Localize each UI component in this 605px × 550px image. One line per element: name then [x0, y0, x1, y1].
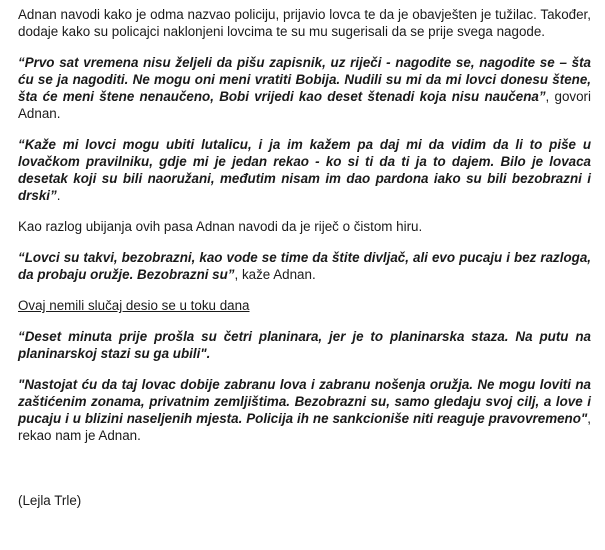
attribution-text: , rekao nam je Adnan. — [18, 411, 591, 443]
quote-text: “Kaže mi lovci mogu ubiti lutalicu, i ja im kažem pa daj mi da vidim da li to piše u lovačkom pravilniku, gdje mi je jedan rekao - ko si ti da ti ja to dajem. Bilo je lovaca desetak koji su bili naoružani, međutim nisam im dao pardona iako su bili bezobrazni i drski” — [18, 137, 591, 203]
paragraph-quote-rude — [18, 249, 591, 283]
paragraph-subheading: Ovaj nemili slučaj desio se u toku dana — [18, 298, 250, 313]
attribution-text: . — [56, 188, 61, 203]
paragraph-quote-hikers: “Deset minuta prije prošla su četri planinara, jer je to planinarska staza. Na putu na planinarskoj stazi su ga ubili". — [18, 329, 591, 361]
paragraph-quote-hunters — [18, 136, 591, 204]
attribution-text: , govori Adnan. — [18, 89, 591, 121]
quote-text: "Nastojat ću da taj lovac dobije zabranu lova i zabranu nošenja oružja. Ne mogu loviti na zaštićenim zonama, privatnim zemljištima. Bezobrazni su, samo gledaju svoj cilj, a love i pucaju i u blizini naseljenih mjesta. Policija ih ne sankcioniše niti reaguje pravovremeno" — [18, 377, 591, 426]
quote-text: “Prvo sat vremena nisu željeli da pišu zapisnik, uz riječi - nagodite se, nagodite se – šta ću se ja nagoditi. Ne mogu oni meni vratiti Bobija. Nudili su mi da mi lovci donesu štene, šta će meni štene nenaučeno, Bobi vrijedi kao deset štenadi koja nisu naučena” — [18, 55, 591, 104]
quote-text: “Lovci su takvi, bezobrazni, kao vode se time da štite divljač, ali evo pucaju i bez razloga, da probaju oružje. Bezobrazni su” — [18, 250, 591, 282]
paragraph-quote-police — [18, 54, 591, 122]
author-signature: (Lejla Trle) — [18, 493, 82, 508]
attribution-text: , kaže Adnan. — [234, 267, 316, 282]
paragraph-reason: Kao razlog ubijanja ovih pasa Adnan navodi da je riječ o čistom hiru. — [18, 219, 423, 234]
paragraph-intro: Adnan navodi kako je odma nazvao policiju, prijavio lovca te da je obavješten je tužilac. Također, dodaje kako su policajci naklonjeni lovcima te su mu sugerisali da se prije svega nagode. — [18, 7, 591, 39]
paragraph-quote-ban — [18, 376, 591, 444]
